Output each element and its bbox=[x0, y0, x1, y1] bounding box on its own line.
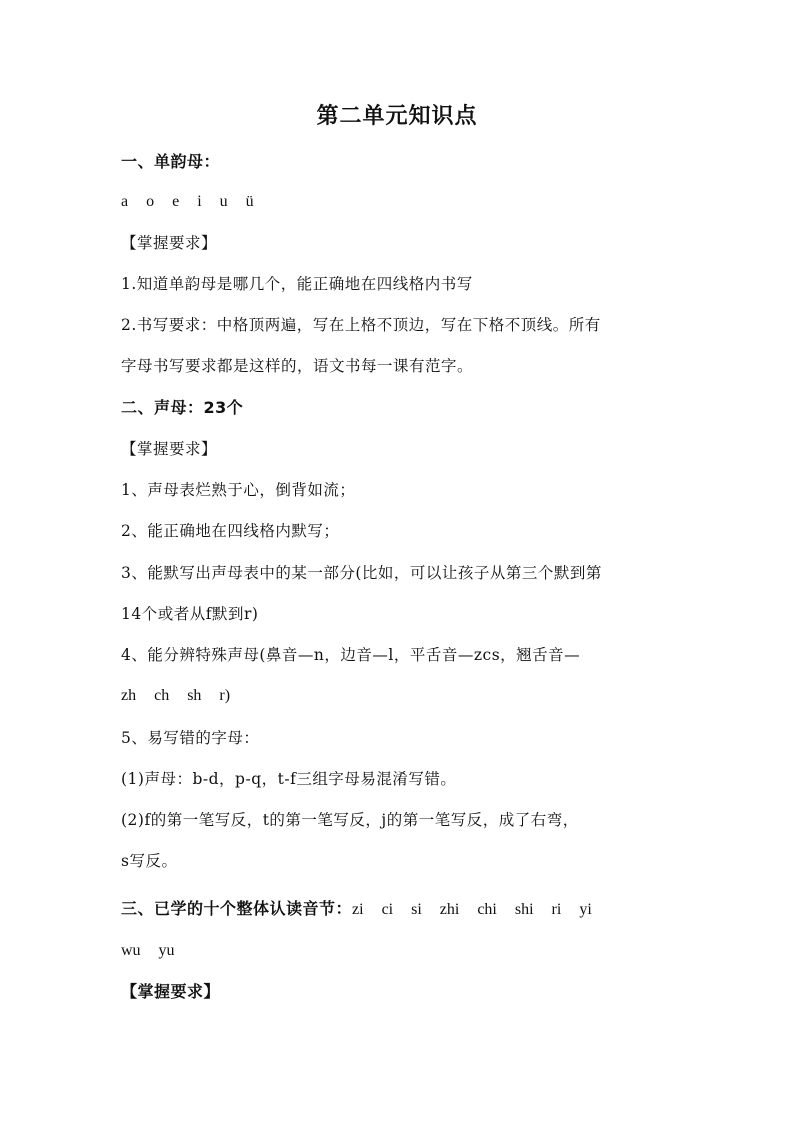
whole-syllables-list-continued: wu yu bbox=[121, 942, 175, 959]
section-three-line bbox=[121, 897, 592, 922]
requirement-line: 1.知道单韵母是哪几个，能正确地在四线格内书写 bbox=[121, 275, 473, 293]
requirement-line: 4、能分辨特殊声母(鼻音—n，边音—l，平舌音—zcs，翘舌音— bbox=[121, 646, 581, 664]
special-initials-list: zh ch sh r) bbox=[121, 687, 231, 704]
section-heading-single-finals: 一、单韵母： bbox=[121, 152, 221, 171]
requirement-line: 1、声母表烂熟于心，倒背如流； bbox=[121, 481, 356, 499]
requirements-label: 【掌握要求】 bbox=[121, 440, 218, 458]
requirement-line: 5、易写错的字母： bbox=[121, 729, 260, 747]
requirement-line: 14个或者从f默到r) bbox=[121, 605, 259, 623]
requirement-line: s写反。 bbox=[121, 852, 178, 870]
page-title: 第二单元知识点 bbox=[316, 104, 478, 129]
section-heading-whole-syllables: 三、已学的十个整体认读音节： bbox=[121, 899, 353, 918]
requirement-line: 2、能正确地在四线格内默写； bbox=[121, 522, 340, 540]
requirement-line: (2)f的第一笔写反，t的第一笔写反，j的第一笔写反，成了右弯， bbox=[121, 811, 579, 829]
single-finals-list: a o e i u ü bbox=[121, 193, 254, 210]
requirements-label-bold: 【掌握要求】 bbox=[121, 982, 221, 1001]
whole-syllables-list: zi ci si zhi chi shi ri yi bbox=[352, 901, 592, 918]
requirement-line: 2.书写要求：中格顶两遍，写在上格不顶边，写在下格不顶线。所有 bbox=[121, 316, 601, 334]
requirement-line: 字母书写要求都是这样的，语文书每一课有范字。 bbox=[121, 357, 474, 375]
requirement-line: (1)声母：b-d，p-q，t-f三组字母易混淆写错。 bbox=[121, 770, 457, 788]
requirements-label: 【掌握要求】 bbox=[121, 234, 218, 252]
section-heading-initials: 二、声母：23个 bbox=[121, 398, 244, 417]
requirement-line: 3、能默写出声母表中的某一部分(比如，可以让孩子从第三个默到第 bbox=[121, 564, 602, 582]
